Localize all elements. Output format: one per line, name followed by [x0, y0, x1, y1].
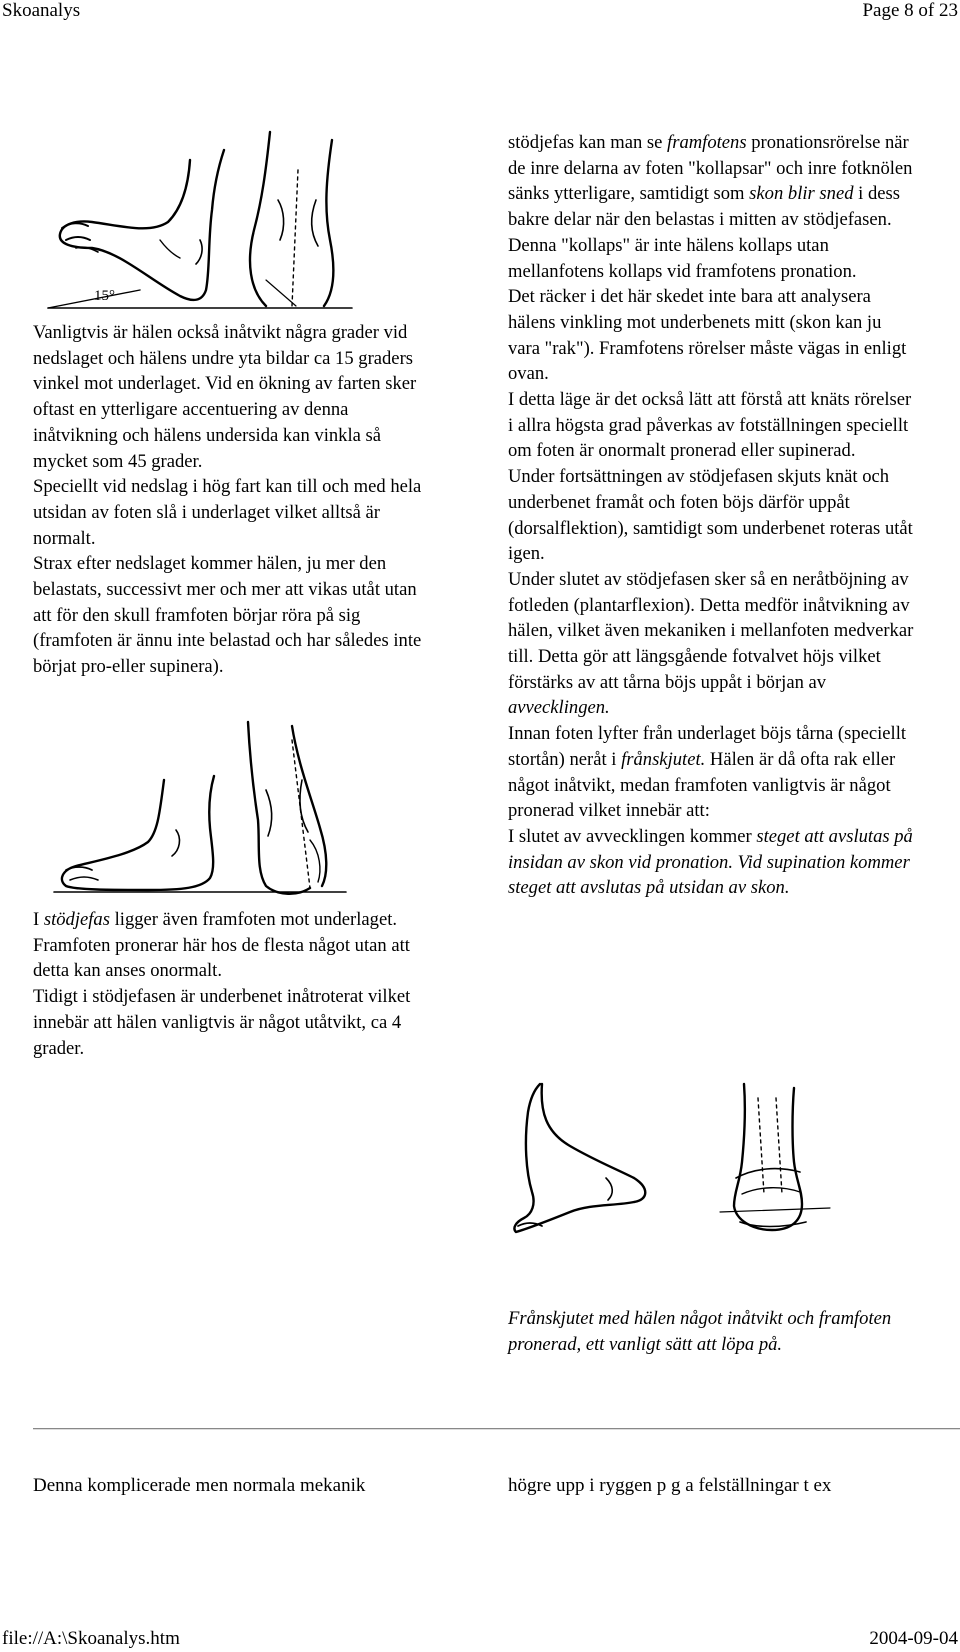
paragraph: Vanligtvis är hälen också inåtvikt några grader vid nedslaget och hälens undre yta bildar ca 15 graders vinkel mot underlaget. Vid en ökning av farten sker oftast en ytterligare accentuering av denna inåtvikning och hälens undersida kan vinkla så mycket som 45 grader.	[33, 322, 417, 472]
paragraph: Denna "kollaps" är inte hälens kollaps utan mellanfotens kollaps vid framfotens pronation.	[508, 234, 857, 282]
paragraph: Innan foten lyfter från underlaget böjs tårna (speciellt stortån) neråt i frånskjutet. Hälen är då ofta rak eller något inåtvikt, medan framfoten vanligtvis är något pronerad vilket innebär att:	[508, 723, 907, 822]
paragraph: Tidigt i stödjefasen är underbenet inåtroterat vilket innebär att hälen vanligtvis är något utåtvikt, ca 4 grader.	[33, 986, 411, 1059]
figure-toe-off	[510, 1082, 840, 1242]
header-title: Skoanalys	[2, 0, 81, 21]
footer-date: 2004-09-04	[869, 1628, 958, 1649]
footer-path: file://A:\Skoanalys.htm	[2, 1628, 180, 1649]
left-column-lower	[33, 907, 433, 1061]
paragraph: I stödjefas ligger även framfoten mot underlaget. Framfoten pronerar här hos de flesta något utan att detta kan anses onormalt.	[33, 909, 410, 982]
horizontal-rule	[33, 1428, 960, 1429]
paragraph: I slutet av avvecklingen kommer steget att avslutas på insidan av skon vid pronation. Vid supination kommer steget att avslutas på utsidan av skon.	[508, 825, 913, 899]
angle-label: 15°	[94, 288, 115, 304]
paragraph: stödjefas kan man se framfotens pronationsrörelse när de inre delarna av foten "kollapsar" och inre fotknölen sänks ytterligare, samtidigt som skon blir sned i dess bakre delar när den belastas i mitten av stödjefasen.	[508, 132, 913, 231]
bottom-line-right: högre upp i ryggen p g a felställningar t ex	[508, 1475, 832, 1496]
paragraph: Under fortsättningen av stödjefasen skjuts knät och underbenet framåt och foten böjs därför uppåt (dorsalflektion), samtidigt som underbenet roteras utåt igen.	[508, 466, 913, 565]
header-page-number: Page 8 of 23	[862, 0, 958, 21]
paragraph: I detta läge är det också lätt att förstå att knäts rörelser i allra högsta grad påverkas av fotställningen speciellt om foten är onormalt pronerad eller supinerad.	[508, 389, 912, 462]
figure-caption: Frånskjutet med hälen något inåtvikt och framfoten pronerad, ett vanligt sätt att löpa på.	[508, 1308, 892, 1355]
paragraph: Det räcker i det här skedet inte bara att analysera hälens vinkling mot underbenets mitt (skon kan ju vara "rak"). Framfotens rörelser måste vägas in enligt ovan.	[508, 286, 907, 385]
paragraph: Strax efter nedslaget kommer hälen, ju mer den belastats, successivt mer och mer att vikas utåt utan att för den skull framfoten börjar röra på sig (framfoten är ännu inte belastad och har således inte börjat pro-eller supinera).	[33, 553, 422, 678]
bottom-line-left: Denna komplicerade men normala mekanik	[33, 1475, 366, 1496]
left-column	[33, 320, 433, 680]
figure-midstance	[52, 720, 352, 900]
right-column	[508, 130, 918, 901]
figure-heel-strike	[40, 130, 360, 316]
paragraph: Speciellt vid nedslag i hög fart kan till och med hela utsidan av foten slå i underlaget vilket alltså är normalt.	[33, 476, 422, 549]
paragraph: Under slutet av stödjefasen sker så en neråtböjning av fotleden (plantarflexion). Detta medför inåtvikning av hälen, vilket även mekaniken i mellanfoten medverkar till. Detta gör att längsgående fotvalvet höjs vilket förstärks av att tårna böjs uppåt i början av avvecklingen.	[508, 568, 914, 719]
